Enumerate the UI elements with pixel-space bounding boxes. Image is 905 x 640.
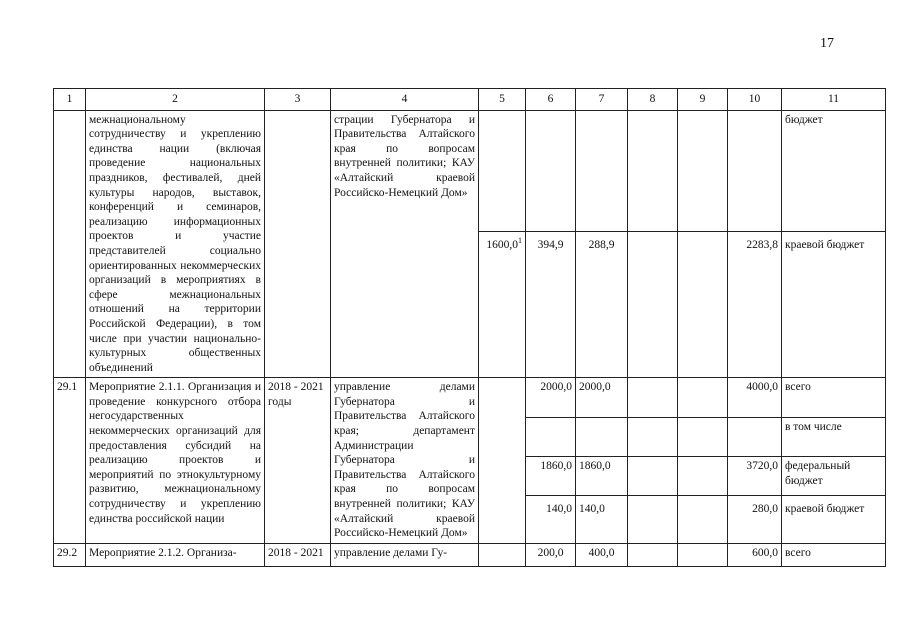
header-cell: 4: [331, 89, 479, 111]
value-col8: [628, 543, 678, 567]
value-col5: 1600,0$^1$: [479, 232, 526, 378]
value-col9: [678, 110, 728, 231]
header-cell: 1: [54, 89, 86, 111]
value-col8: [628, 378, 678, 417]
item-period: [265, 110, 331, 378]
funding-source: в том числе: [782, 417, 886, 456]
value-col6: 200,0: [526, 543, 576, 567]
header-cell: 5: [479, 89, 526, 111]
value-col8: [628, 496, 678, 544]
header-cell: 6: [526, 89, 576, 111]
value-col7: 140,0: [576, 496, 628, 544]
header-cell: 2: [86, 89, 265, 111]
item-description: межнациональному сотрудничеству и укреплению единства нации (включая проведение национальных праздников, фестивалей, дней культуры народов, выставок, конференций и семинаров, реализацию информационных проектов и участие представителей социально ориентированных некоммерческих организаций в мероприятиях в сфере межнациональных отношений на территории Российской Федерации), в том числе при участии национально-культурных общественных объединений: [86, 110, 265, 378]
value-col6: 394,9: [526, 232, 576, 378]
item-period: 2018 - 2021: [265, 543, 331, 567]
funding-source: всего: [782, 378, 886, 417]
header-cell: 11: [782, 89, 886, 111]
item-executor: управление делами Губернатора и Правительства Алтайского края; департамент Администрации Губернатора и Правительства Алтайского края по вопросам внутренней политики; КАУ «Алтайский краевой Российско-Немецкий Дом»: [331, 378, 479, 544]
value-col10: [728, 110, 782, 231]
value-col6: 140,0: [526, 496, 576, 544]
item-number: 29.1: [54, 378, 86, 544]
value-col8: [628, 232, 678, 378]
value-col7: 400,0: [576, 543, 628, 567]
value-col9: [678, 232, 728, 378]
value-col7: 2000,0: [576, 378, 628, 417]
funding-source: всего: [782, 543, 886, 567]
value-col10: 4000,0: [728, 378, 782, 417]
value-col6: 2000,0: [526, 378, 576, 417]
value-col5: [479, 110, 526, 231]
header-cell: 10: [728, 89, 782, 111]
value-col10: 280,0: [728, 496, 782, 544]
value-col9: [678, 543, 728, 567]
header-row: [54, 89, 886, 111]
value-col7: [576, 417, 628, 456]
program-table: [53, 88, 886, 567]
item-executor: управление делами Гу-: [331, 543, 479, 567]
item-description: Мероприятие 2.1.1. Организация и проведение конкурсного отбора негосударственных некоммерческих организаций для предоставления субсидий на реализацию проектов и мероприятий по этнокультурному развитию, межнациональному сотрудничеству и укреплению единства российской нации: [86, 378, 265, 544]
item-period: 2018 - 2021 годы: [265, 378, 331, 544]
value-col7: 288,9: [576, 232, 628, 378]
header-cell: 7: [576, 89, 628, 111]
funding-source: краевой бюджет: [782, 496, 886, 544]
funding-source: краевой бюджет: [782, 232, 886, 378]
value-col6: 1860,0: [526, 457, 576, 496]
table-row: [54, 378, 886, 417]
value-col10: 3720,0: [728, 457, 782, 496]
value-col5: [479, 378, 526, 544]
value-col7: [576, 110, 628, 231]
value-col8: [628, 417, 678, 456]
value-col6: [526, 417, 576, 456]
funding-source: федеральный бюджет: [782, 457, 886, 496]
value-col8: [628, 457, 678, 496]
funding-source: бюджет: [782, 110, 886, 231]
value-col10: 600,0: [728, 543, 782, 567]
item-number-cell: [54, 110, 86, 378]
value-col10: [728, 417, 782, 456]
value-col6: [526, 110, 576, 231]
value-col9: [678, 496, 728, 544]
value-col5: [479, 543, 526, 567]
value-col9: [678, 417, 728, 456]
item-description: Мероприятие 2.1.2. Организа-: [86, 543, 265, 567]
value-col9: [678, 457, 728, 496]
value-col8: [628, 110, 678, 231]
header-cell: 9: [678, 89, 728, 111]
header-cell: 3: [265, 89, 331, 111]
header-cell: 8: [628, 89, 678, 111]
page-number: 17: [820, 36, 834, 51]
table-row: [54, 110, 886, 231]
table-row: [54, 543, 886, 567]
item-executor: страции Губернатора и Правительства Алтайского края по вопросам внутренней политики; КАУ «Алтайский краевой Российско-Немецкий Дом»: [331, 110, 479, 378]
value-col7: 1860,0: [576, 457, 628, 496]
item-number: 29.2: [54, 543, 86, 567]
value-col10: 2283,8: [728, 232, 782, 378]
value-col9: [678, 378, 728, 417]
